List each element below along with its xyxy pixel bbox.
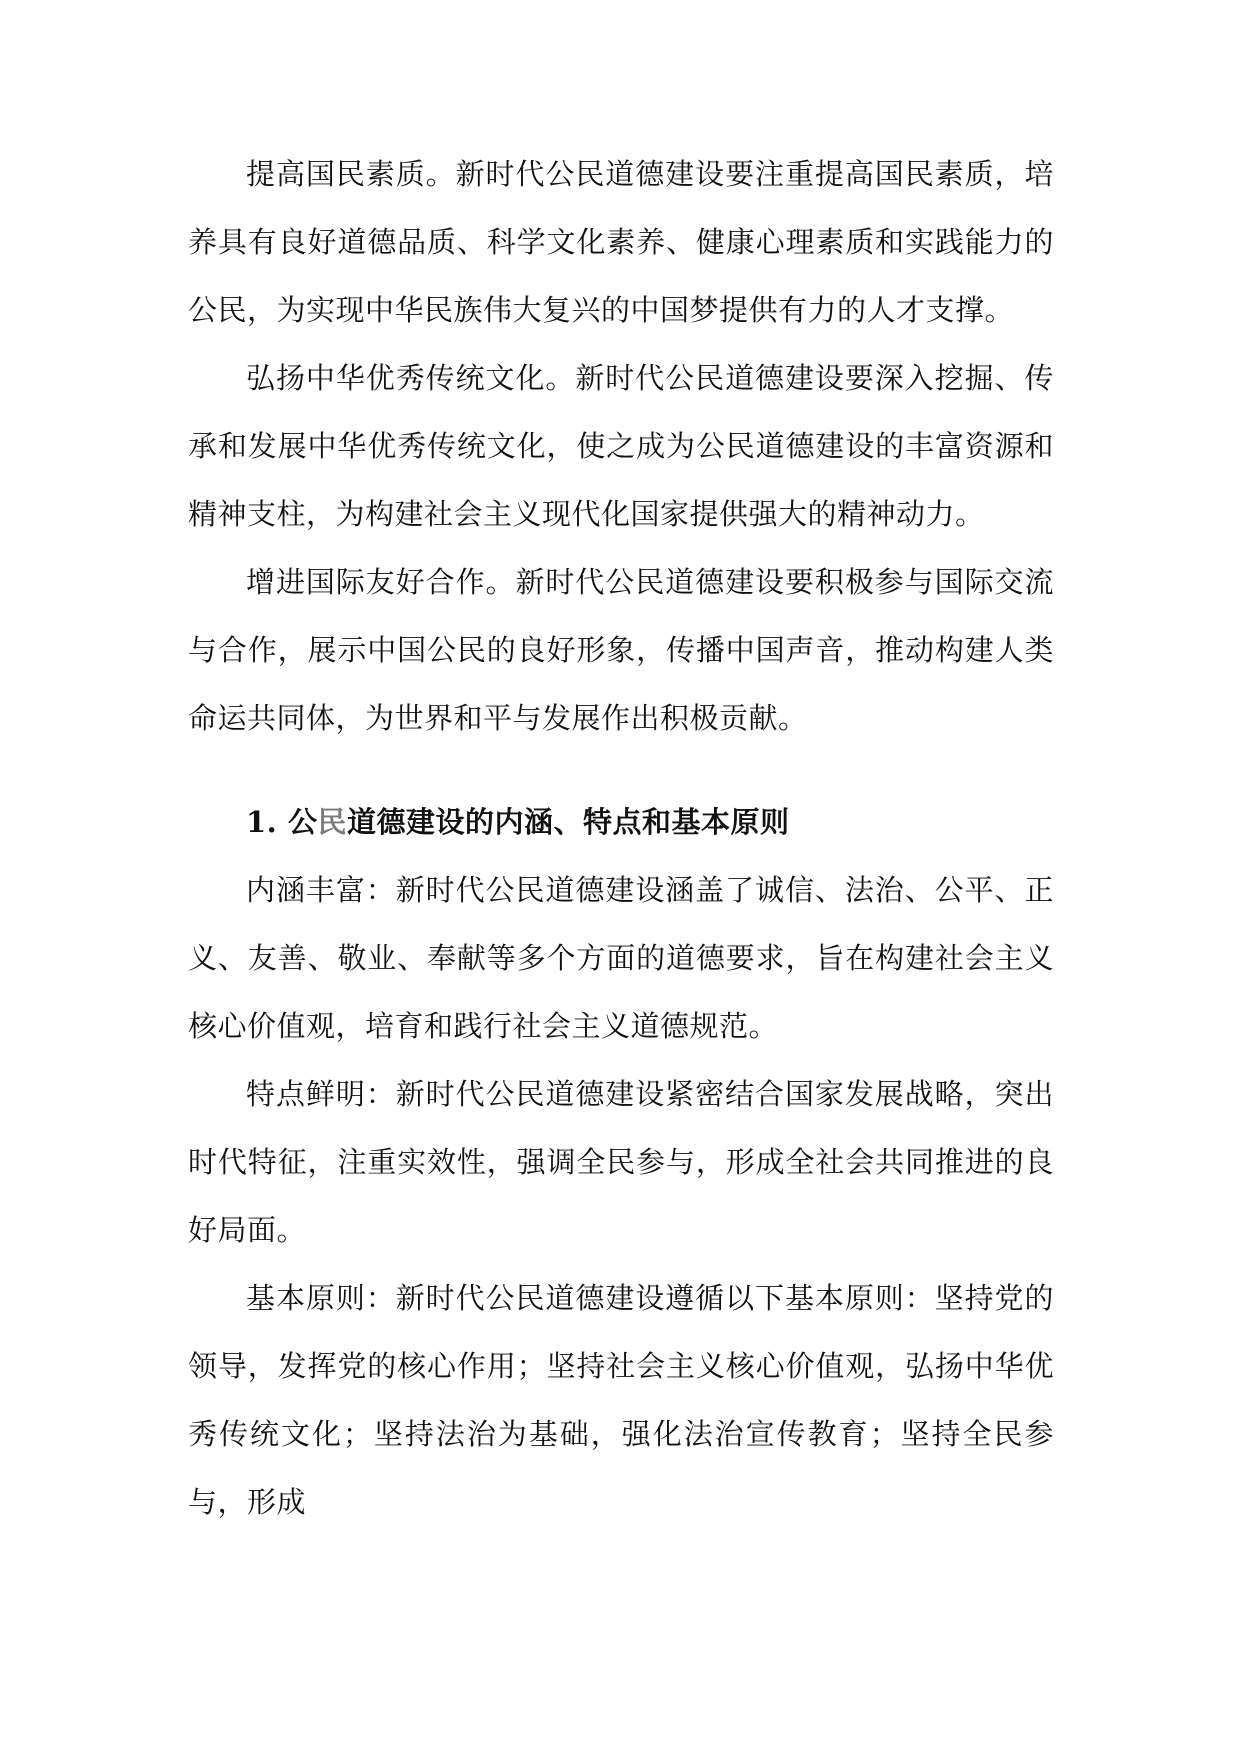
section-number: 1. [246,805,278,839]
paragraph-international-cooperation: 增进国际友好合作。新时代公民道德建设要积极参与国际交流与合作，展示中国公民的良好形象，传播中国声音，推动构建人类命运共同体，为世界和平与发展作出积极贡献。 [188,565,1054,735]
section-title-part-2: 民 [317,805,348,839]
document-body [188,140,1054,1536]
paragraph-improve-quality: 提高国民素质。新时代公民道德建设要注重提高国民素质，培养具有良好道德品质、科学文化素养、健康心理素质和实践能力的公民，为实现中华民族伟大复兴的中国梦提供有力的人才支撑。 [188,157,1054,327]
paragraph-traditional-culture: 弘扬中华优秀传统文化。新时代公民道德建设要深入挖掘、传承和发展中华优秀传统文化，使之成为公民道德建设的丰富资源和精神支柱，为构建社会主义现代化国家提供强大的精神动力。 [188,361,1054,531]
paragraph-characteristics: 特点鲜明：新时代公民道德建设紧密结合国家发展战略，突出时代特征，注重实效性，强调全民参与，形成全社会共同推进的良好局面。 [188,1077,1054,1247]
section-title-part-3: 道德建设的内涵、特点和基本原则 [347,805,790,839]
paragraph-basic-principles: 基本原则：新时代公民道德建设遵循以下基本原则：坚持党的领导，发挥党的核心作用；坚持社会主义核心价值观，弘扬中华优秀传统文化；坚持法治为基础，强化法治宣传教育；坚持全民参与，形成 [188,1281,1054,1519]
paragraph-connotation: 内涵丰富：新时代公民道德建设涵盖了诚信、法治、公平、正义、友善、敬业、奉献等多个方面的道德要求，旨在构建社会主义核心价值观，培育和践行社会主义道德规范。 [188,873,1054,1043]
section-title-part-1: 公 [288,805,318,839]
section-heading [188,788,1054,856]
